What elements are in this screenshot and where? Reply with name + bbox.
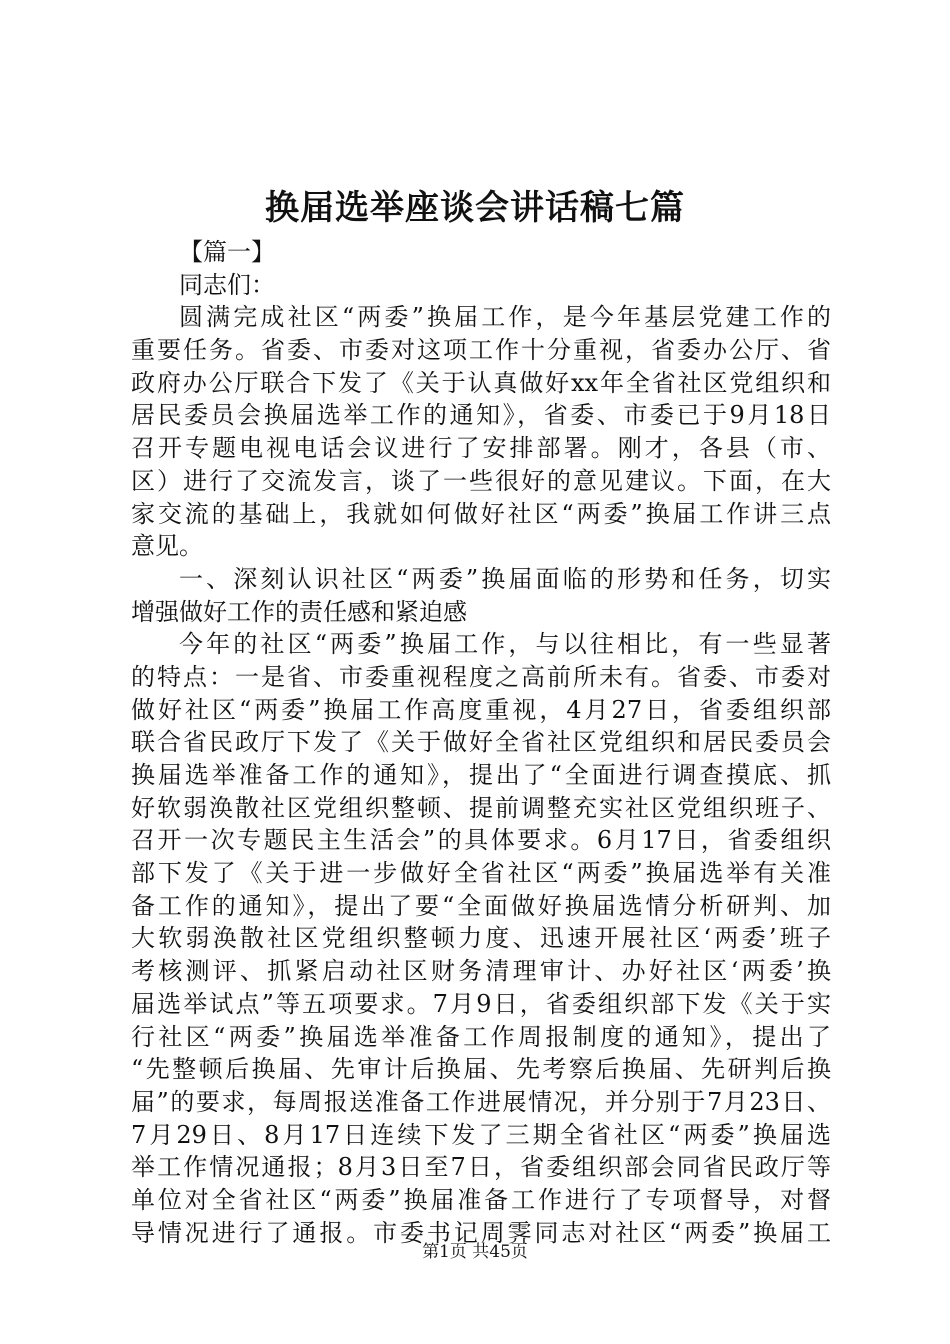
paragraph-line: 考核测评、抓紧启动社区财务清理审计、办好社区‘两委’换 (131, 957, 831, 986)
paragraph-line: 召开一次专题民主生活会”的具体要求。6月17日，省委组织 (131, 826, 831, 855)
section-heading-line: 增强做好工作的责任感和紧迫感 (131, 597, 467, 626)
section-label: 【篇一】 (179, 238, 275, 266)
paragraph-line: 的特点：一是省、市委重视程度之高前所未有。省委、市委对 (131, 662, 831, 691)
paragraph-line: 举工作情况通报；8月3日至7日，省委组织部会同省民政厅等 (131, 1153, 831, 1182)
paragraph-line: 行社区“两委”换届选举准备工作周报制度的通知》，提出了 (131, 1022, 831, 1051)
paragraph-line: 7月29日、8月17日连续下发了三期全省社区“两委”换届选 (131, 1120, 831, 1149)
paragraph-line: 联合省民政厅下发了《关于做好全省社区党组织和居民委员会 (131, 728, 831, 757)
paragraph-line: “先整顿后换届、先审计后换届、先考察后换届、先研判后换 (131, 1055, 831, 1084)
page-footer: 第1页 共45页 (422, 1242, 528, 1262)
paragraph-line: 大软弱涣散社区党组织整顿力度、迅速开展社区‘两委’班子 (131, 924, 831, 953)
salutation: 同志们： (179, 270, 275, 299)
paragraph-line: 居民委员会换届选举工作的通知》，省委、市委已于9月18日 (131, 401, 831, 430)
document-title: 换届选举座谈会讲话稿七篇 (265, 188, 685, 228)
paragraph-line: 届选举试点”等五项要求。7月9日，省委组织部下发《关于实 (131, 989, 831, 1018)
paragraph-line: 今年的社区“两委”换届工作，与以往相比，有一些显著 (179, 630, 831, 659)
paragraph-line: 单位对全省社区“两委”换届准备工作进行了专项督导，对督 (131, 1185, 831, 1214)
paragraph-line: 换届选举准备工作的通知》，提出了“全面进行调查摸底、抓 (131, 761, 831, 789)
paragraph-line: 做好社区“两委”换届工作高度重视，4月27日，省委组织部 (131, 695, 831, 724)
paragraph-line: 导情况进行了通报。市委书记周霁同志对社区“两委”换届工 (131, 1218, 831, 1247)
paragraph-line: 重要任务。省委、市委对这项工作十分重视，省委办公厅、省 (131, 336, 831, 365)
paragraph-line: 区）进行了交流发言，谈了一些很好的意见建议。下面，在大 (131, 466, 831, 495)
paragraph-line: 好软弱涣散社区党组织整顿、提前调整充实社区党组织班子、 (131, 793, 831, 822)
paragraph-line: 届”的要求，每周报送准备工作进展情况，并分别于7月23日、 (131, 1087, 831, 1116)
paragraph-line: 召开专题电视电话会议进行了安排部署。刚才，各县（市、 (131, 434, 831, 463)
paragraph-line: 政府办公厅联合下发了《关于认真做好xx年全省社区党组织和 (131, 368, 831, 397)
section-heading-line: 一、深刻认识社区“两委”换届面临的形势和任务，切实 (179, 564, 831, 593)
paragraph-line: 部下发了《关于进一步做好全省社区“两委”换届选举有关准 (131, 859, 831, 888)
document-body (131, 236, 831, 1249)
paragraph-line: 圆满完成社区“两委”换届工作，是今年基层党建工作的 (179, 303, 831, 332)
paragraph-line: 意见。 (131, 532, 203, 561)
paragraph-line: 家交流的基础上，我就如何做好社区“两委”换届工作讲三点 (131, 499, 831, 528)
paragraph-line: 备工作的通知》，提出了要“全面做好换届选情分析研判、加 (131, 891, 831, 920)
